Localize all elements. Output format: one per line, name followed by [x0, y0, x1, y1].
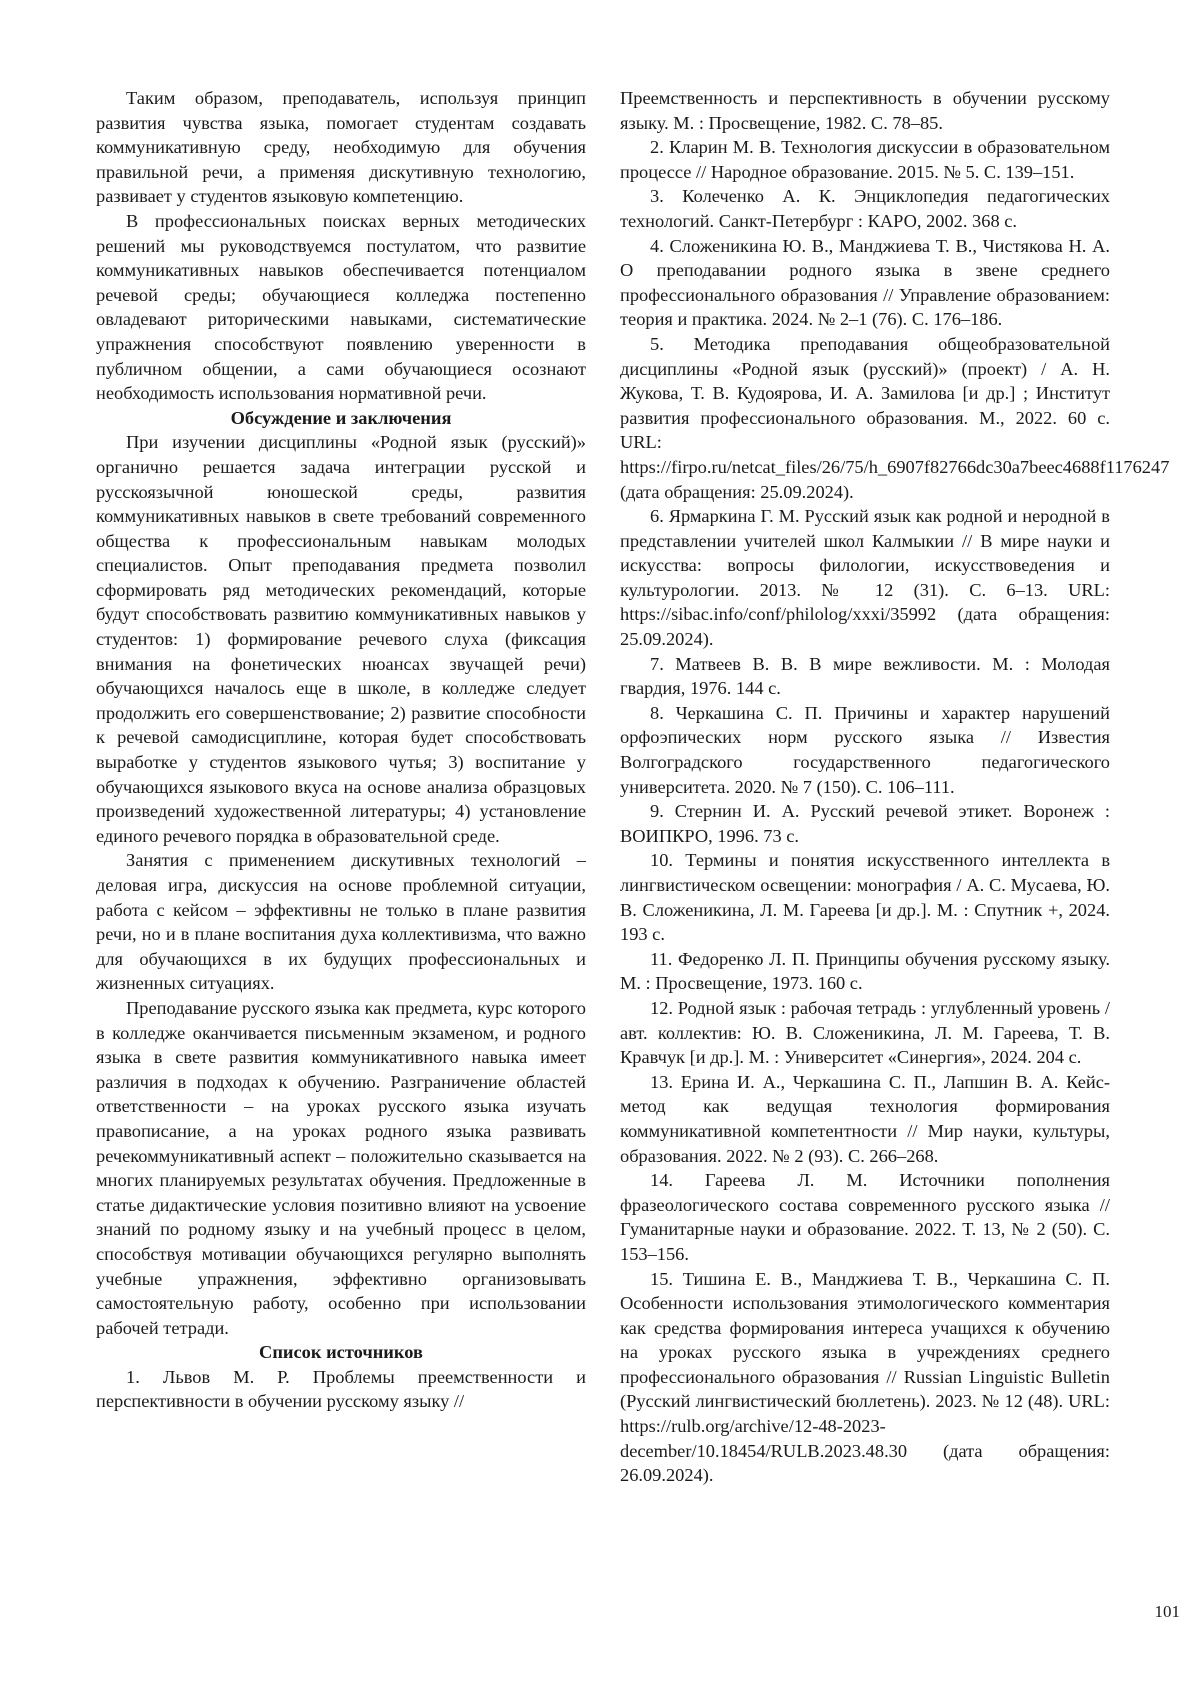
reference-6: 6. Ярмаркина Г. М. Русский язык как родной и неродной в представлении учителей школ Калмыкии // В мире науки и искусства: вопросы филологии, искусствоведения и культурологии. 2013. № 12 (31). С. 6–13. URL: https://sibac.info/conf/philolog/xxxi/35992 (дата обращения: 25.09.2024). — [620, 506, 1110, 650]
reference-13: 13. Ерина И. А., Черкашина С. П., Лапшин В. А. Кейс-метод как ведущая технология формирования коммуникативной компетентности // Мир науки, культуры, образования. 2022. № 2 (93). С. 266–268. — [620, 1071, 1110, 1166]
paragraph-recommendations: При изучении дисциплины «Родной язык (русский)» органично решается задача интеграции русской и русскоязычной юношеской среды, развития коммуникативных навыков в свете требований современного общества к профессиональным навыкам молодых специалистов. Опыт преподавания предмета позволил сформировать ряд методических рекомендаций, которые будут способствовать развитию коммуникативных навыков у студентов: 1) формирование речевого слуха (фиксация внимания на фонетических нюансах звучащей речи) обучающихся началось еще в школе, в колледже следует продолжить его совершенствование; 2) развитие способности к речевой самодисциплине, которая будет способствовать выработке у студентов языкового чутья; 3) воспитание у обучающихся языкового вкуса на основе анализа образцовых произведений художественной литературы; 4) установление единого речевого порядка в образовательной среде. — [96, 432, 586, 846]
reference-10: 10. Термины и понятия искусственного интеллекта в лингвистическом освещении: монография / А. С. Мусаева, Ю. В. Сложеникина, Л. М. Гареева [и др.]. М. : Спутник +, 2024. 193 с. — [620, 850, 1110, 945]
reference-12: 12. Родной язык : рабочая тетрадь : углубленный уровень / авт. коллектив: Ю. В. Сложеникина, Л. М. Гареева, Т. В. Кравчук [и др.]. М. : Университет «Синергия», 2024. 204 с. — [620, 997, 1110, 1068]
reference-7: 7. Матвеев В. В. В мире вежливости. М. : Молодая гвардия, 1976. 144 с. — [620, 653, 1110, 699]
heading-sources: Список источников — [259, 1342, 423, 1363]
heading-discussion: Обсуждение и заключения — [230, 407, 452, 428]
reference-8: 8. Черкашина С. П. Причины и характер нарушений орфоэпических норм русского языка // Известия Волгоградского государственного педагогического университета. 2020. № 7 (150). С. 106–111. — [620, 702, 1110, 797]
page-number: 101 — [1154, 1602, 1180, 1621]
reference-15: 15. Тишина Е. В., Манджиева Т. В., Черкашина С. П. Особенности использования этимологического комментария как средства формирования интереса учащихся к обучению на уроках русского языка в учреждениях среднего профессионального образования // Russian Linguistic Bulletin (Русский лингвистический бюллетень). 2023. № 12 (48). URL: https://rulb.org/archive/12-48-2023-december/10.18454/RULB.2023.48.30 (дата обращения: 26.09.2024). — [620, 1268, 1110, 1486]
reference-9: 9. Стернин И. А. Русский речевой этикет. Воронеж : ВОИПКРО, 1996. 73 с. — [620, 801, 1110, 846]
reference-1-start: 1. Львов М. Р. Проблемы преемственности и перспективности в обучении русскому языку // — [96, 1366, 586, 1412]
reference-2: 2. Кларин М. В. Технология дискуссии в образовательном процессе // Народное образование. 2015. № 5. С. 139–151. — [620, 137, 1110, 182]
reference-3: 3. Колеченко А. К. Энциклопедия педагогических технологий. Санкт-Петербург : КАРО, 2002. 368 с. — [620, 186, 1110, 231]
paragraph-discursive-technologies: Занятия с применением дискутивных технологий – деловая игра, дискуссия на основе проблемной ситуации, работа с кейсом – эффективны не только в плане развития речи, но и в плане воспитания духа коллективизма, что важно для обучающихся в их будущих профессиональных и жизненных ситуациях. — [96, 850, 586, 994]
reference-5: 5. Методика преподавания общеобразовательной дисциплины «Родной язык (русский)» (проект) / А. Н. Жукова, Т. В. Кудоярова, И. А. Замилова [и др.] ; Институт развития профессионального образования. М., 2022. 60 с. URL: https://firpo.ru/netcat_files/26/75/h_6907f82766dc30a7beec4688f1176247 (дата обращения: 25.09.2024). — [620, 333, 1170, 502]
paragraph-methodology: В профессиональных поисках верных методических решений мы руководствуемся постулатом, что развитие коммуникативных навыков обеспечивается потенциалом речевой среды; обучающиеся колледжа постепенно овладевают риторическими навыками, систематические упражнения способствуют появлению уверенности в публичном общении, а сами обучающиеся осознают необходимость использования нормативной речи. — [96, 210, 586, 404]
reference-14: 14. Гареева Л. М. Источники пополнения фразеологического состава современного русского языка // Гуманитарные науки и образование. 2022. Т. 13, № 2 (50). С. 153–156. — [620, 1170, 1110, 1264]
reference-4: 4. Сложеникина Ю. В., Манджиева Т. В., Чистякова Н. А. О преподавании родного языка в звене среднего профессионального образования // Управление образованием: теория и практика. 2024. № 2–1 (76). С. 176–186. — [620, 235, 1110, 330]
right-column — [620, 86, 1170, 1488]
paragraph-summary: Таким образом, преподаватель, используя принцип развития чувства языка, помогает студентам создавать коммуникативную среду, необходимую для обучения правильной речи, а применяя дискутивную технологию, развивает у студентов языковую компетенцию. — [96, 88, 586, 207]
reference-11: 11. Федоренко Л. П. Принципы обучения русскому языку. М. : Просвещение, 1973. 160 с. — [620, 948, 1110, 994]
paragraph-teaching-differences: Преподавание русского языка как предмета, курс которого в колледже оканчивается письменным экзаменом, и родного языка в свете развития коммуникативного навыка имеет различия в подходах к обучению. Разграничение областей ответственности – на уроках русского языка изучать правописание, а на уроках родного языка развивать речекоммуникативный аспект – положительно сказывается на многих планируемых результатах обучения. Предложенные в статье дидактические условия позитивно влияют на усвоение знаний по родному языку и на учебный процесс в целом, способствуя мотивации обучающихся регулярно выполнять учебные упражнения, эффективно организовывать самостоятельную работу, особенно при использовании рабочей тетради. — [96, 997, 586, 1338]
reference-1-end: Преемственность и перспективность в обучении русскому языку. М. : Просвещение, 1982. С. 78–85. — [620, 88, 1110, 133]
left-column — [96, 86, 586, 1414]
